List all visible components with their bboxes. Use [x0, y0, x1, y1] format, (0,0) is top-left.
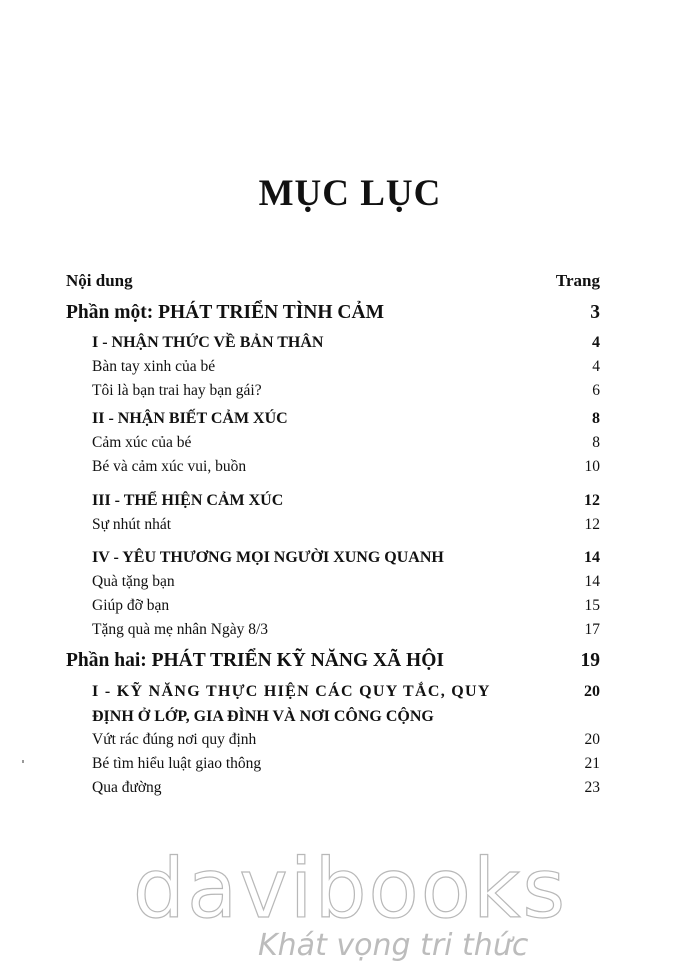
section-title-line-2: ĐỊNH Ở LỚP, GIA ĐÌNH VÀ NƠI CÔNG CỘNG [92, 708, 434, 725]
page-number: 12 [584, 492, 600, 509]
page-number: 8 [592, 410, 600, 427]
entry-title: Qua đường [92, 779, 162, 796]
page-title: MỤC LỤC [258, 173, 442, 214]
page-number: 15 [584, 597, 600, 614]
page-number: 12 [584, 516, 600, 533]
page-number: 10 [584, 458, 600, 475]
entry-title: Giúp đỡ bạn [92, 597, 170, 614]
section-title: IV - YÊU THƯƠNG MỌI NGƯỜI XUNG QUANH [92, 549, 444, 566]
page-number: 14 [584, 573, 600, 590]
page-number: 14 [584, 549, 600, 566]
watermark-slogan: Khát vọng tri thức [258, 928, 529, 963]
page-number: 4 [592, 358, 600, 375]
section-title: III - THỂ HIỆN CẢM XÚC [92, 492, 284, 509]
entry-title: Tôi là bạn trai hay bạn gái? [92, 382, 262, 399]
page-number: 20 [584, 731, 600, 748]
page-number: 17 [584, 621, 600, 638]
entry-title: Quà tặng bạn [92, 573, 175, 590]
section-title: II - NHẬN BIẾT CẢM XÚC [92, 410, 288, 427]
page-number: 19 [580, 650, 600, 671]
page-number: 23 [584, 779, 600, 796]
scan-speck [22, 760, 24, 763]
section-title-line-1: I - KỸ NĂNG THỰC HIỆN CÁC QUY TẮC, QUY [92, 683, 491, 700]
page-number: 20 [584, 683, 600, 700]
entry-title: Sự nhút nhát [92, 516, 172, 533]
watermark-logo: davibooks [132, 842, 568, 937]
part-title: Phần một: PHÁT TRIỂN TÌNH CẢM [66, 302, 384, 323]
content-column-header: Nội dung [66, 271, 133, 290]
page-number: 8 [592, 434, 600, 451]
section-title: I - NHẬN THỨC VỀ BẢN THÂN [92, 334, 324, 351]
part-title: Phần hai: PHÁT TRIỂN KỸ NĂNG XÃ HỘI [66, 650, 444, 671]
entry-title: Bàn tay xinh của bé [92, 358, 216, 375]
entry-title: Bé tìm hiểu luật giao thông [92, 755, 262, 772]
page-number: 3 [590, 302, 600, 323]
entry-title: Vứt rác đúng nơi quy định [92, 731, 257, 748]
page-number: 6 [592, 382, 600, 399]
entry-title: Cảm xúc của bé [92, 434, 192, 451]
entry-title: Bé và cảm xúc vui, buồn [92, 458, 247, 475]
page-column-header: Trang [555, 271, 600, 290]
entry-title: Tặng quà mẹ nhân Ngày 8/3 [92, 621, 269, 638]
page-number: 4 [592, 334, 600, 351]
page-number: 21 [584, 755, 600, 772]
